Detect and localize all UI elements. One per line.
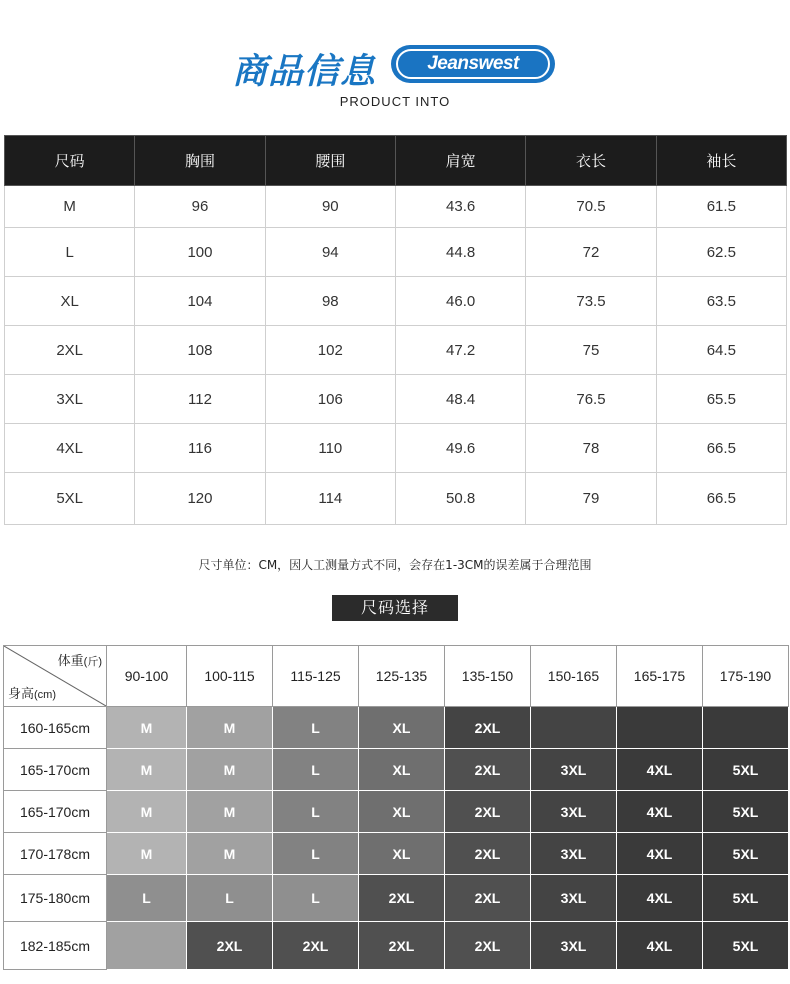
table-cell: 98 <box>265 277 395 326</box>
recommended-size-cell: 2XL <box>445 875 531 922</box>
recommended-size-cell: L <box>273 833 359 875</box>
table-row <box>4 833 789 875</box>
height-label: 身高(cm) <box>8 686 57 701</box>
recommended-size-cell: 3XL <box>531 791 617 833</box>
recommended-size-cell: 2XL <box>445 833 531 875</box>
table-cell: 63.5 <box>656 277 786 326</box>
table-row <box>4 749 789 791</box>
recommended-size-cell: M <box>107 749 187 791</box>
recommended-size-cell: 3XL <box>531 875 617 922</box>
weight-range-header: 100-115 <box>187 646 273 707</box>
table-cell: 2XL <box>5 326 135 375</box>
weight-range-header: 135-150 <box>445 646 531 707</box>
table-cell: 102 <box>265 326 395 375</box>
height-range-label: 165-170cm <box>4 791 107 833</box>
recommended-size-cell: L <box>107 875 187 922</box>
weight-label: 体重(斤) <box>57 653 102 668</box>
table-cell: 114 <box>265 473 395 525</box>
recommended-size-cell: XL <box>359 749 445 791</box>
table-cell: 4XL <box>5 424 135 473</box>
table-cell: 104 <box>135 277 265 326</box>
table-row <box>5 473 787 525</box>
recommended-size-cell: 4XL <box>617 922 703 970</box>
size-chart-table <box>4 135 787 525</box>
table-cell: 75 <box>526 326 656 375</box>
recommended-size-cell: 2XL <box>359 875 445 922</box>
table-row <box>5 277 787 326</box>
weight-range-header: 175-190 <box>703 646 789 707</box>
recommended-size-cell: XL <box>359 707 445 749</box>
recommended-size-cell <box>107 922 187 970</box>
recommended-size-cell: 4XL <box>617 833 703 875</box>
table-cell: 94 <box>265 228 395 277</box>
table-cell: 62.5 <box>656 228 786 277</box>
recommended-size-cell <box>617 707 703 749</box>
table-row <box>5 326 787 375</box>
recommended-size-cell: M <box>107 707 187 749</box>
corner-header <box>4 646 107 707</box>
recommended-size-cell: M <box>187 707 273 749</box>
table-cell: 78 <box>526 424 656 473</box>
recommended-size-cell: XL <box>359 833 445 875</box>
table-cell: 90 <box>265 186 395 228</box>
table-cell: 48.4 <box>395 375 525 424</box>
recommended-size-cell: L <box>273 791 359 833</box>
table-row <box>4 791 789 833</box>
height-range-label: 165-170cm <box>4 749 107 791</box>
table-cell: L <box>5 228 135 277</box>
column-header: 袖长 <box>656 136 786 186</box>
recommended-size-cell: L <box>273 749 359 791</box>
size-selector-title: 尺码选择 <box>332 595 458 621</box>
recommended-size-cell: M <box>187 749 273 791</box>
weight-range-header: 115-125 <box>273 646 359 707</box>
column-header: 衣长 <box>526 136 656 186</box>
table-cell: 110 <box>265 424 395 473</box>
column-header: 尺码 <box>5 136 135 186</box>
weight-header-row <box>4 646 789 707</box>
page-subtitle: PRODUCT INTO <box>339 94 451 109</box>
recommended-size-cell: 3XL <box>531 749 617 791</box>
brand-logo-text: Jeanswest <box>427 53 519 74</box>
table-cell: 46.0 <box>395 277 525 326</box>
table-cell: 73.5 <box>526 277 656 326</box>
recommended-size-cell: L <box>187 875 273 922</box>
table-cell: 100 <box>135 228 265 277</box>
weight-range-header: 90-100 <box>107 646 187 707</box>
table-cell: 44.8 <box>395 228 525 277</box>
recommended-size-cell: 2XL <box>445 749 531 791</box>
recommended-size-cell <box>703 707 789 749</box>
brand-logo <box>391 45 555 83</box>
size-selector-heading <box>0 595 790 621</box>
recommended-size-cell: 4XL <box>617 875 703 922</box>
table-cell: 108 <box>135 326 265 375</box>
recommended-size-cell: M <box>187 833 273 875</box>
recommended-size-cell: 2XL <box>445 791 531 833</box>
table-cell: 50.8 <box>395 473 525 525</box>
recommended-size-cell: 3XL <box>531 833 617 875</box>
table-cell: 70.5 <box>526 186 656 228</box>
recommended-size-cell: 2XL <box>445 707 531 749</box>
recommended-size-cell: 5XL <box>703 833 789 875</box>
size-recommendation-body <box>4 707 789 970</box>
weight-range-header: 125-135 <box>359 646 445 707</box>
recommended-size-cell: 3XL <box>531 922 617 970</box>
recommended-size-cell: 2XL <box>359 922 445 970</box>
recommended-size-cell <box>531 707 617 749</box>
table-cell: 49.6 <box>395 424 525 473</box>
recommended-size-cell: M <box>107 791 187 833</box>
table-cell: 65.5 <box>656 375 786 424</box>
table-cell: 66.5 <box>656 424 786 473</box>
table-cell: 66.5 <box>656 473 786 525</box>
table-cell: 116 <box>135 424 265 473</box>
table-cell: 43.6 <box>395 186 525 228</box>
table-cell: 120 <box>135 473 265 525</box>
height-range-label: 160-165cm <box>4 707 107 749</box>
table-cell: 76.5 <box>526 375 656 424</box>
recommended-size-cell: 5XL <box>703 922 789 970</box>
table-cell: 5XL <box>5 473 135 525</box>
table-row <box>5 424 787 473</box>
page-title: 商品信息 <box>232 52 377 92</box>
table-cell: 61.5 <box>656 186 786 228</box>
column-header: 肩宽 <box>395 136 525 186</box>
table-cell: 79 <box>526 473 656 525</box>
table-cell: 47.2 <box>395 326 525 375</box>
table-cell: 96 <box>135 186 265 228</box>
page-header <box>0 38 790 92</box>
recommended-size-cell: 5XL <box>703 791 789 833</box>
recommended-size-cell: 2XL <box>445 922 531 970</box>
weight-range-header: 165-175 <box>617 646 703 707</box>
recommended-size-cell: 5XL <box>703 875 789 922</box>
recommended-size-cell: L <box>273 875 359 922</box>
table-cell: 106 <box>265 375 395 424</box>
height-range-label: 175-180cm <box>4 875 107 922</box>
height-range-label: 182-185cm <box>4 922 107 970</box>
recommended-size-cell: 4XL <box>617 749 703 791</box>
table-cell: 64.5 <box>656 326 786 375</box>
recommended-size-cell: 2XL <box>273 922 359 970</box>
table-cell: M <box>5 186 135 228</box>
weight-range-header: 150-165 <box>531 646 617 707</box>
table-row <box>5 375 787 424</box>
recommended-size-cell: 5XL <box>703 749 789 791</box>
table-row <box>4 922 789 970</box>
column-header: 胸围 <box>135 136 265 186</box>
table-cell: XL <box>5 277 135 326</box>
size-recommendation-table <box>3 645 789 970</box>
recommended-size-cell: 4XL <box>617 791 703 833</box>
table-cell: 3XL <box>5 375 135 424</box>
recommended-size-cell: XL <box>359 791 445 833</box>
size-chart-body <box>5 186 787 525</box>
table-row <box>4 875 789 922</box>
recommended-size-cell: M <box>187 791 273 833</box>
recommended-size-cell: L <box>273 707 359 749</box>
table-row <box>4 707 789 749</box>
table-row <box>5 228 787 277</box>
table-cell: 112 <box>135 375 265 424</box>
table-cell: 72 <box>526 228 656 277</box>
height-range-label: 170-178cm <box>4 833 107 875</box>
size-chart-header-row <box>5 136 787 186</box>
measurement-note: 尺寸单位：CM，因人工测量方式不同，会存在1-3CM的误差属于合理范围 <box>198 558 592 572</box>
recommended-size-cell: M <box>107 833 187 875</box>
column-header: 腰围 <box>265 136 395 186</box>
table-row <box>5 186 787 228</box>
recommended-size-cell: 2XL <box>187 922 273 970</box>
